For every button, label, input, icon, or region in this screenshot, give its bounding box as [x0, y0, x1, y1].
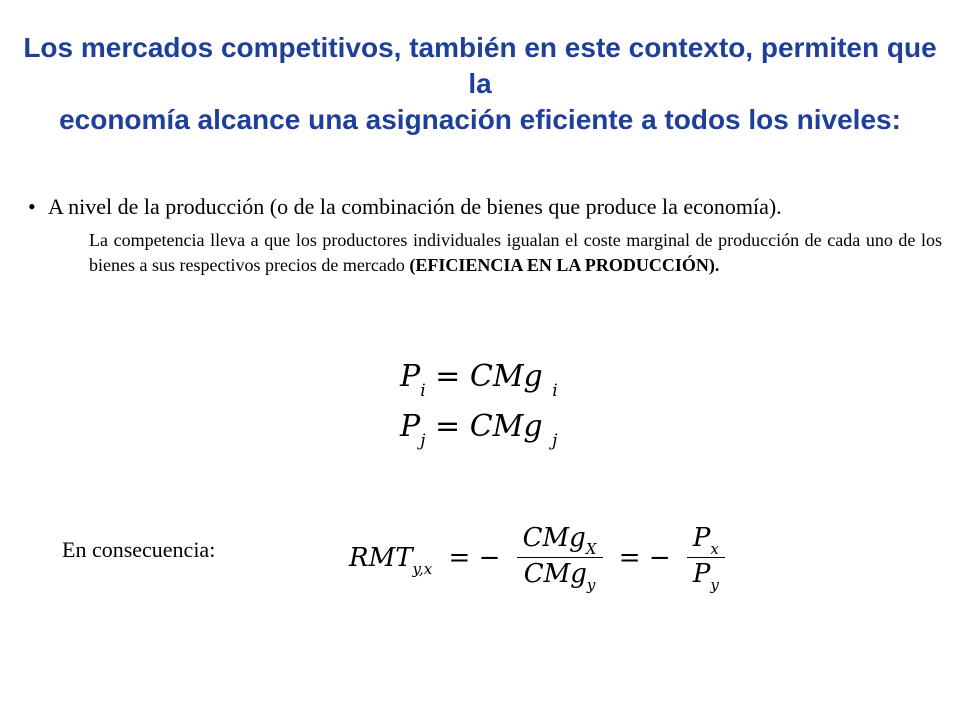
eq1-lhs-sub: i	[420, 381, 426, 401]
equation-j	[400, 402, 558, 452]
title-line-1: Los mercados competitivos, también en este contexto, permiten que la	[23, 32, 937, 99]
cmg-denominator: CMg$_y$	[523, 559, 596, 594]
paragraph-bold-text: (EFICIENCIA EN LA PRODUCCIÓN).	[409, 255, 720, 275]
price-equations	[400, 352, 558, 452]
price-denominator: $P_y$	[692, 559, 719, 594]
cmg-numerator: CMg$_X$	[517, 522, 603, 558]
eq1-rhs: CMg	[469, 359, 543, 394]
eq1-rhs-sub: i	[552, 381, 558, 401]
price-numerator: $P_x$	[687, 522, 725, 558]
price-fraction	[687, 522, 725, 593]
bullet-icon: •	[28, 194, 36, 219]
slide-title	[20, 30, 940, 138]
title-line-2: economía alcance una asignación eficiente a todos los niveles:	[59, 104, 901, 135]
eq2-equals: =	[435, 409, 461, 444]
consequence-label: En consecuencia:	[62, 537, 216, 562]
rmt-eq1: = −	[448, 542, 501, 573]
rmt-eq2: = −	[618, 542, 671, 573]
equation-i	[400, 352, 558, 402]
bullet-item	[28, 192, 948, 222]
eq1-equals: =	[435, 359, 461, 394]
paragraph-text: La competencia lleva a que los productores individuales igualan el coste marginal de producción de cada uno de los bienes a sus respectivos precios de mercado	[89, 230, 942, 275]
rmt-lhs-sub: y,x	[412, 559, 433, 578]
eq2-rhs-sub: j	[552, 431, 558, 451]
explanation-paragraph	[89, 228, 942, 278]
eq1-lhs: P	[400, 359, 421, 394]
eq2-rhs: CMg	[469, 409, 543, 444]
rmt-lhs: RMT	[349, 542, 413, 573]
eq2-lhs: P	[400, 409, 421, 444]
rmt-formula	[345, 522, 729, 593]
bullet-text: A nivel de la producción (o de la combinación de bienes que produce la economía).	[48, 194, 782, 219]
eq2-lhs-sub: j	[420, 431, 426, 451]
cmg-fraction	[517, 522, 603, 593]
